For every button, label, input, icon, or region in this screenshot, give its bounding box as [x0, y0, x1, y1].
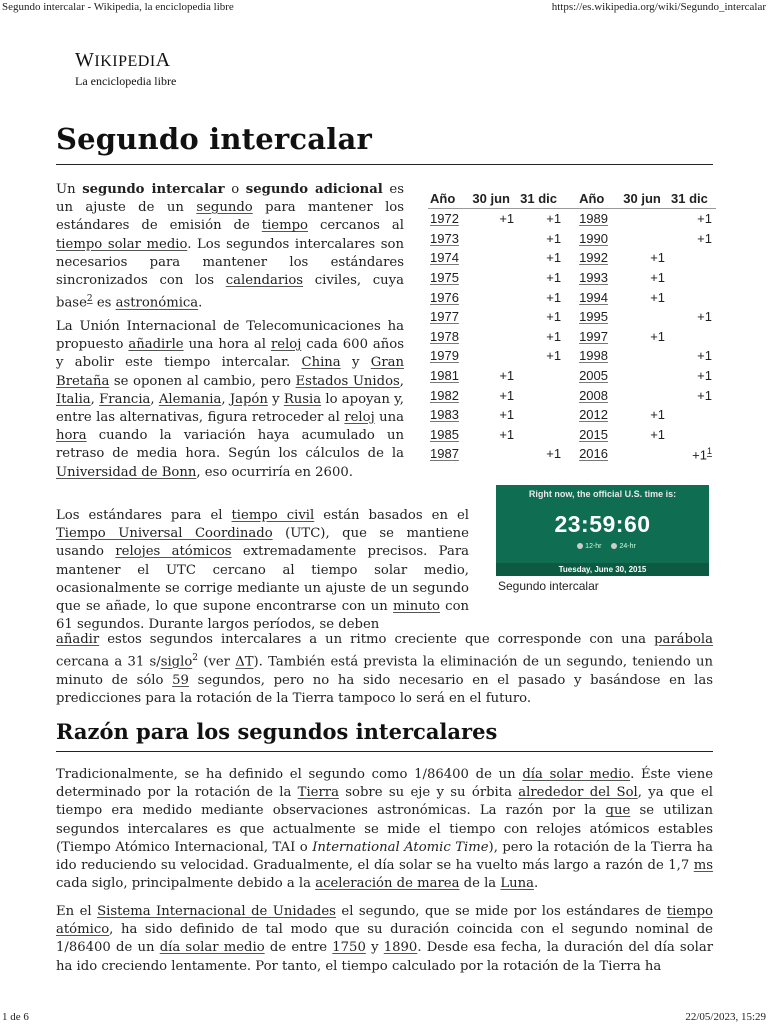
intro-paragraph-3-continued: añadir estos segundos intercalares a un ritmo creciente que corresponde con una parábola cercana a 31 s/siglo$^2$ (ver ΔT). También está prevista la eliminación de un segundo, teniendo un minuto de sólo 59 segundos, pero no ha sido necesario en el pasado y basándose en las predicciones para la rotación de la Tierra tampoco lo será en el futuro. — [56, 632, 714, 706]
leap-value-cell — [669, 209, 716, 229]
link-reloj-2[interactable]: reloj — [344, 410, 375, 426]
year-cell — [428, 385, 470, 405]
year-link[interactable]: 1989 — [579, 211, 608, 227]
year-cell — [428, 405, 470, 425]
section-paragraph-1: Tradicionalmente, se ha definido el segundo como 1/86400 de un día solar medio. Éste viene determinado por la rotación de la Tierra sobre su eje y su órbita alrededor del Sol, ya que el tiempo era medido mediante observaciones astronómicas. La razón por la que se utilizan segundos intercalares es que actualmente se mide el tiempo con relojes atómicos estables (Tiempo Atómico Internacional, TAI o International Atomic Time), pero la rotación de la Tierra ha ido reduciendo su velocidad. Gradualmente, el día solar se ha vuelto más largo a razón de 1,7 ms cada siglo, principalmente debido a la aceleración de marea de la Luna. — [56, 767, 714, 892]
year-link[interactable]: 2012 — [579, 407, 608, 423]
leap-value-cell — [669, 385, 716, 405]
leap-value-cell — [669, 327, 716, 347]
year-link[interactable]: 1983 — [430, 407, 459, 423]
leap-value: +1 — [499, 211, 515, 227]
leap-value-cell — [669, 287, 716, 307]
year-link[interactable]: 1995 — [579, 309, 608, 325]
leap-value-cell — [470, 327, 518, 347]
year-cell — [428, 229, 470, 249]
year-link[interactable]: 1977 — [430, 309, 459, 325]
table-row — [428, 229, 716, 249]
col-header-31-dic: 31 dic — [518, 189, 565, 209]
leap-value: +1 — [546, 446, 562, 462]
link-tiempo-universal-coordinado[interactable]: Tiempo Universal Coordinado — [56, 526, 273, 542]
table-row — [428, 405, 716, 425]
year-cell — [428, 444, 470, 464]
leap-value-cell — [470, 385, 518, 405]
leap-value-cell — [518, 425, 565, 445]
leap-value-cell — [470, 287, 518, 307]
year-link[interactable]: 1994 — [579, 289, 608, 305]
leap-value: +1 — [650, 250, 666, 266]
image-caption: Segundo intercalar — [498, 579, 599, 593]
title-divider — [56, 164, 713, 165]
link-tiempo-civil[interactable]: tiempo civil — [231, 508, 315, 523]
year-cell — [428, 327, 470, 347]
leap-value: +1 — [546, 270, 562, 286]
link-astronomica[interactable]: astronómica — [115, 295, 199, 311]
link-tiempo[interactable]: tiempo — [261, 218, 308, 234]
leap-value: +1 — [546, 289, 562, 305]
year-link[interactable]: 1974 — [430, 250, 459, 266]
leap-value-cell — [621, 405, 669, 425]
leap-value: +1 — [499, 426, 515, 442]
link-dia-solar-medio[interactable]: día solar medio — [522, 767, 631, 782]
year-link[interactable]: 1998 — [579, 348, 608, 364]
leap-value: +1 — [650, 289, 666, 305]
col-header-ano-2: Año — [565, 189, 621, 209]
link-que[interactable]: que — [605, 803, 631, 819]
col-header-30-jun-2: 30 jun — [621, 189, 669, 209]
logo-wordmark: WIKIPEDIA — [75, 49, 171, 71]
year-cell — [428, 307, 470, 327]
leap-value-cell — [470, 209, 518, 229]
link-anadir[interactable]: añadir — [56, 632, 100, 647]
leap-value-cell — [470, 248, 518, 268]
leap-value-cell — [621, 385, 669, 405]
leap-value: +1 — [697, 230, 712, 246]
link-dia-solar-medio-2[interactable]: día solar medio — [159, 940, 265, 956]
table-row — [428, 268, 716, 288]
table-row — [428, 287, 716, 307]
year-cell — [565, 287, 621, 307]
year-cell — [565, 385, 621, 405]
link-1890[interactable]: 1890 — [383, 940, 418, 956]
term-segundo-adicional: segundo adicional — [245, 182, 383, 197]
leap-value: +1 — [546, 328, 562, 344]
year-link[interactable]: 2005 — [579, 368, 608, 384]
intro-paragraph-1: Un segundo intercalar o segundo adicional es un ajuste de un segundo para mantener los estándares de emisión de tiempo cercanos al tiempo solar medio. Los segundos intercalares son necesarios para mantener los estándares sincronizados con los calendarios civiles, cuya base$^2$ es astronómica. — [56, 182, 404, 311]
intro-paragraph-3: Los estándares para el tiempo civil están basados en el Tiempo Universal Coordinado (UTC), que se mantiene usando relojes atómicos extremadamente precisos. Para mantener el UTC cercano al tiempo solar medio, ocasionalmente se corrige mediante un ajuste de un segundo que se añade, lo que supone encontrarse con un minuto con 61 segundos. Durante largos períodos, se deben — [56, 508, 470, 633]
leap-value-cell — [669, 366, 716, 386]
year-link[interactable]: 1979 — [430, 348, 459, 364]
year-link[interactable]: 1987 — [430, 446, 459, 462]
leap-value: +1 — [650, 407, 666, 423]
leap-value-cell — [621, 444, 669, 464]
year-cell — [565, 327, 621, 347]
leap-value-cell — [518, 385, 565, 405]
table-header-row — [428, 189, 716, 209]
table-row — [428, 346, 716, 366]
year-link[interactable]: 1982 — [430, 387, 459, 403]
leap-value-cell — [470, 346, 518, 366]
leap-value: +1 — [697, 387, 712, 403]
leap-value: +1 — [697, 368, 712, 384]
leap-value-cell — [669, 268, 716, 288]
leap-value-cell — [669, 307, 716, 327]
link-delta-t[interactable]: ΔT — [235, 654, 254, 670]
leap-value: +1 — [546, 309, 562, 325]
leap-value-cell — [669, 405, 716, 425]
leap-value-cell — [470, 405, 518, 425]
leap-value: +1 — [650, 426, 666, 442]
leap-value: +1 — [650, 270, 666, 286]
leap-value-cell — [470, 229, 518, 249]
leap-value-cell — [470, 268, 518, 288]
clock-header: Right now, the official U.S. time is: — [528, 489, 677, 499]
section-divider — [56, 751, 713, 752]
link-tiempo-atomico[interactable]: tiempo atómico — [56, 904, 713, 938]
table-row — [428, 444, 716, 464]
leap-value-cell — [621, 425, 669, 445]
year-link[interactable]: 1978 — [430, 328, 459, 344]
leap-value-cell — [621, 327, 669, 347]
logo-tagline: La enciclopedia libre — [75, 74, 177, 88]
link-hora[interactable]: hora — [56, 428, 87, 444]
year-link[interactable]: 1993 — [579, 270, 608, 286]
leap-value-cell — [518, 307, 565, 327]
year-cell — [565, 346, 621, 366]
table-row — [428, 425, 716, 445]
year-cell — [565, 268, 621, 288]
link-francia[interactable]: Francia — [99, 391, 151, 407]
leap-value-cell — [518, 248, 565, 268]
col-header-31-dic-2: 31 dic — [669, 189, 716, 209]
leap-value-cell — [470, 307, 518, 327]
print-footer-datetime: 22/05/2023, 15:29 — [685, 1011, 766, 1023]
link-alemania[interactable]: Alemania — [158, 391, 222, 407]
link-relojes-atomicos[interactable]: relojes atómicos — [115, 544, 232, 560]
year-cell — [428, 346, 470, 366]
leap-value: +1 — [692, 447, 707, 463]
table-row — [428, 327, 716, 347]
leap-value: +1 — [546, 230, 562, 246]
year-cell — [565, 229, 621, 249]
page-title: Segundo intercalar — [56, 122, 372, 156]
leap-value-cell — [470, 444, 518, 464]
clock-date: Tuesday, June 30, 2015 — [496, 563, 709, 576]
year-link[interactable]: 2008 — [579, 387, 608, 403]
table-row — [428, 307, 716, 327]
print-header-url: https://es.wikipedia.org/wiki/Segundo_intercalar — [551, 1, 766, 13]
clock-time: 23:59:60 — [554, 511, 651, 537]
table-row — [428, 248, 716, 268]
leap-value: +1 — [697, 309, 712, 325]
year-cell — [565, 209, 621, 229]
link-japon[interactable]: Japón — [229, 391, 268, 407]
year-cell — [565, 366, 621, 386]
leap-value-cell — [669, 444, 716, 464]
link-china[interactable]: China — [301, 355, 341, 371]
link-minuto[interactable]: minuto — [393, 599, 440, 615]
section-paragraph-2: En el Sistema Internacional de Unidades el segundo, que se mide por los estándares de tiempo atómico, ha sido definido de tal modo que su duración coincida con el segundo nominal de 1/86400 de un día solar medio de entre 1750 y 1890. Desde esa fecha, la duración del día solar ha ido creciendo lentamente. Por tanto, el tiempo calculado por la rotación de la Tierra ha — [56, 904, 714, 974]
leap-value: +1 — [697, 348, 712, 364]
year-link[interactable]: 1972 — [430, 211, 459, 227]
leap-value-cell — [518, 366, 565, 386]
leap-value: +1 — [546, 250, 562, 266]
leap-value: +1 — [499, 368, 515, 384]
link-luna[interactable]: Luna — [500, 876, 534, 892]
leap-value-cell — [621, 268, 669, 288]
link-siglo[interactable]: siglo — [160, 654, 193, 670]
leap-value-cell — [621, 346, 669, 366]
link-anadirle[interactable]: añadirle — [128, 337, 184, 353]
year-cell — [565, 425, 621, 445]
year-cell — [565, 248, 621, 268]
link-reloj[interactable]: reloj — [270, 337, 302, 353]
leap-value: +1 — [546, 348, 562, 364]
leap-value-cell — [669, 425, 716, 445]
table-row — [428, 366, 716, 386]
link-calendarios[interactable]: calendarios — [225, 273, 304, 289]
us-time-clock-image — [496, 485, 709, 576]
year-cell — [428, 209, 470, 229]
year-link[interactable]: 1975 — [430, 270, 459, 286]
link-tierra[interactable]: Tierra — [297, 785, 339, 801]
section-heading: Razón para los segundos intercalares — [56, 719, 498, 744]
leap-value-cell — [669, 346, 716, 366]
col-header-ano: Año — [428, 189, 470, 209]
link-59[interactable]: 59 — [172, 672, 189, 688]
leap-value-cell — [470, 366, 518, 386]
leap-value-cell — [621, 209, 669, 229]
link-sistema-internacional[interactable]: Sistema Internacional de Unidades — [97, 904, 336, 919]
year-cell — [428, 268, 470, 288]
col-header-30-jun: 30 jun — [470, 189, 518, 209]
leap-value: +1 — [499, 387, 515, 403]
intro-paragraph-2: La Unión Internacional de Telecomunicaciones ha propuesto añadirle una hora al reloj cada 600 años y abolir este tiempo intercalar. China y Gran Bretaña se oponen al cambio, pero Estados Unidos, Italia, Francia, Alemania, Japón y Rusia lo apoyan y, entre las alternativas, figura retroceder al reloj una hora cuando la variación haya acumulado un retraso de media hora. Según los cálculos de la Universidad de Bonn, eso ocurriría en 2600. — [56, 319, 404, 480]
link-italia[interactable]: Italia — [56, 391, 91, 407]
link-estados-unidos[interactable]: Estados Unidos — [295, 373, 400, 389]
table-row — [428, 209, 716, 229]
print-footer-page: 1 de 6 — [2, 1011, 29, 1023]
leap-value-cell — [518, 209, 565, 229]
link-ms[interactable]: ms — [693, 858, 713, 874]
leap-value-cell — [518, 229, 565, 249]
leap-value-cell — [518, 346, 565, 366]
leap-value-cell — [669, 248, 716, 268]
leap-value-cell — [621, 248, 669, 268]
leap-value-cell — [669, 229, 716, 249]
year-cell — [428, 425, 470, 445]
year-cell — [428, 248, 470, 268]
leap-value-cell — [518, 268, 565, 288]
radio-12hr-icon — [577, 543, 583, 549]
leap-value-cell — [518, 287, 565, 307]
year-cell — [565, 307, 621, 327]
year-link[interactable]: 2015 — [579, 426, 608, 442]
link-universidad-de-bonn[interactable]: Universidad de Bonn — [56, 464, 197, 480]
year-link[interactable]: 2016 — [579, 446, 608, 462]
table-row — [428, 385, 716, 405]
radio-24hr-icon — [611, 543, 617, 549]
link-parabola[interactable]: parábola — [654, 632, 713, 647]
link-aceleracion-de-marea[interactable]: aceleración de marea — [315, 876, 460, 892]
year-link[interactable]: 1981 — [430, 368, 459, 384]
leap-value: +1 — [546, 211, 562, 227]
year-link[interactable]: 1973 — [430, 230, 459, 246]
link-rusia[interactable]: Rusia — [283, 391, 322, 407]
leap-value-cell — [621, 229, 669, 249]
clock-format-options: 12-hr 24-hr — [496, 543, 709, 550]
leap-seconds-table — [428, 189, 716, 464]
term-segundo-intercalar: segundo intercalar — [82, 182, 225, 197]
leap-value: +1 — [650, 328, 666, 344]
leap-value: +1 — [697, 211, 712, 227]
link-segundo[interactable]: segundo — [196, 200, 253, 216]
leap-value: +1 — [499, 407, 515, 423]
year-link[interactable]: 1990 — [579, 230, 608, 246]
leap-value-cell — [518, 444, 565, 464]
year-link[interactable]: 1976 — [430, 289, 459, 305]
link-tiempo-solar-medio[interactable]: tiempo solar medio — [56, 236, 188, 252]
print-header-title: Segundo intercalar - Wikipedia, la enciclopedia libre — [2, 1, 234, 13]
year-link[interactable]: 1997 — [579, 328, 608, 344]
year-cell — [565, 405, 621, 425]
link-alrededor-del-sol[interactable]: alrededor del Sol — [518, 785, 638, 801]
year-cell — [565, 444, 621, 464]
link-gran-bretana[interactable]: Gran Bretaña — [56, 355, 404, 389]
link-1750[interactable]: 1750 — [332, 940, 366, 956]
leap-value-cell — [621, 366, 669, 386]
year-link[interactable]: 1985 — [430, 426, 459, 442]
leap-value-cell — [621, 287, 669, 307]
leap-value-cell — [621, 307, 669, 327]
leap-value-cell — [470, 425, 518, 445]
footnote-ref-2[interactable]: 2 — [86, 294, 93, 305]
year-cell — [428, 287, 470, 307]
leap-value-cell — [518, 405, 565, 425]
footnote-ref-1[interactable]: 1 — [706, 445, 712, 456]
leap-value-cell — [518, 327, 565, 347]
wikipedia-logo[interactable] — [75, 50, 176, 89]
year-cell — [428, 366, 470, 386]
year-link[interactable]: 1992 — [579, 250, 608, 266]
